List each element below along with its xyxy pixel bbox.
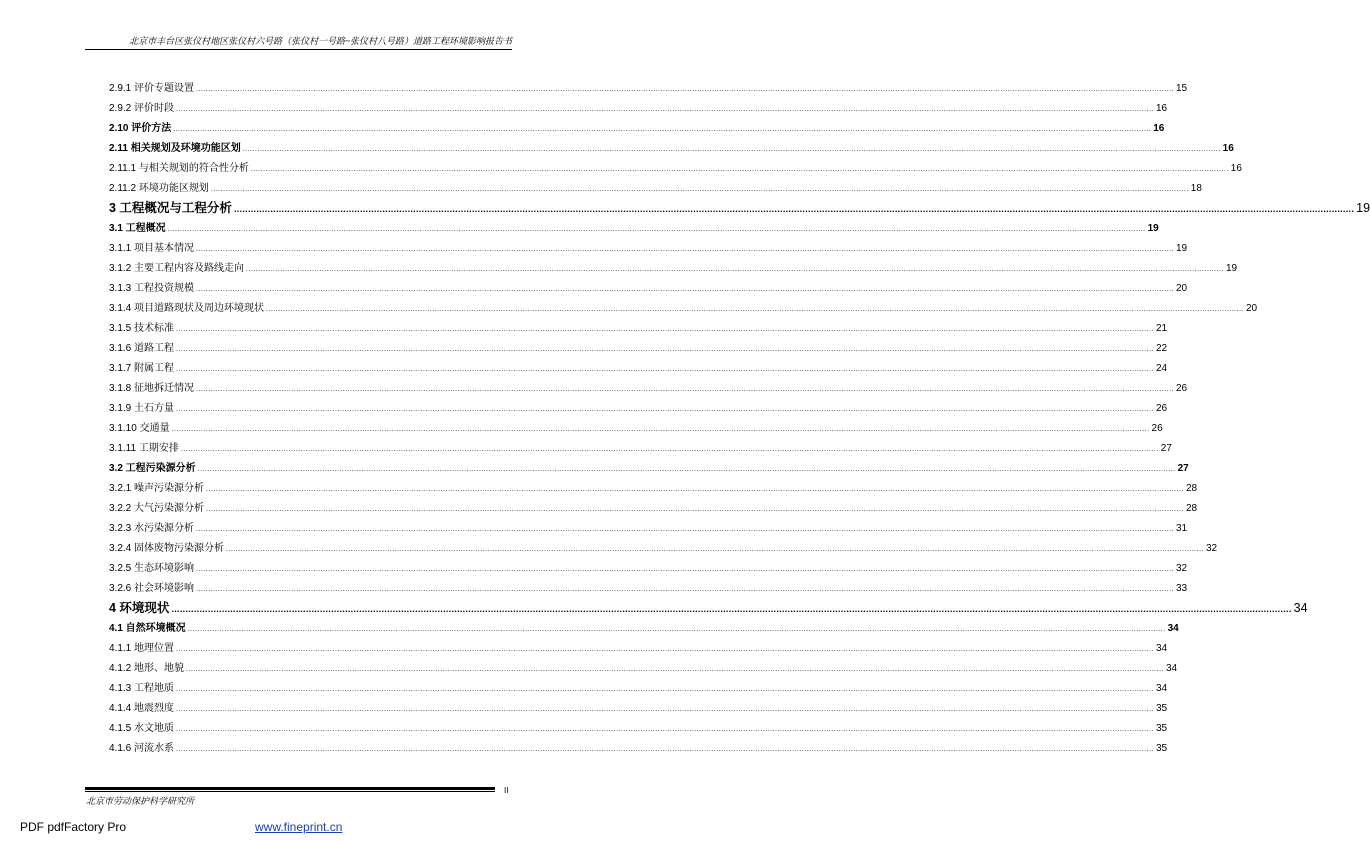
toc-entry-label: 3.1.5 技术标准 bbox=[109, 323, 175, 334]
toc-entry-label: 3.1 工程概况 bbox=[109, 223, 166, 234]
toc-leader-dots: ................................................................................................................................................................................................................................................................................................................................................................................................................ bbox=[176, 726, 1154, 733]
toc-entry[interactable] bbox=[109, 75, 1188, 95]
toc-entry[interactable] bbox=[109, 555, 1188, 575]
toc-entry[interactable] bbox=[109, 95, 1168, 115]
toc-leader-dots: ................................................................................................................................................................................................................................................................................................................................................................................................................ bbox=[196, 526, 1174, 533]
toc-leader-dots: ................................................................................................................................................................................................................................................................................................................................................................................................................ bbox=[180, 446, 1159, 453]
toc-leader-dots: ................................................................................................................................................................................................................................................................................................................................................................................................................ bbox=[176, 366, 1154, 373]
toc-entry[interactable] bbox=[109, 275, 1188, 295]
toc-entry-label: 2.11.1 与相关规划的符合性分析 bbox=[109, 163, 249, 174]
toc-entry-label: 4.1.4 地震烈度 bbox=[109, 703, 175, 714]
toc-entry-label: 3.1.10 交通量 bbox=[109, 423, 170, 434]
footer-organization: 北京市劳动保护科学研究所 bbox=[86, 796, 195, 806]
toc-entry-label: 3.2.3 水污染源分析 bbox=[109, 523, 195, 534]
toc-leader-dots: ................................................................................................................................................................................................................................................................................................................................................................................................................ bbox=[186, 666, 1164, 673]
toc-entry-page: 26 bbox=[1155, 403, 1168, 414]
toc-leader-dots: ................................................................................................................................................................................................................................................................................................................................................................................................................ bbox=[167, 226, 1146, 233]
toc-entry[interactable] bbox=[109, 435, 1172, 455]
fineprint-link[interactable]: www.fineprint.cn bbox=[255, 820, 343, 834]
toc-entry[interactable] bbox=[109, 655, 1178, 675]
toc-chapter-entry[interactable] bbox=[109, 595, 1308, 615]
toc-entry[interactable] bbox=[109, 315, 1168, 335]
toc-entry-page: 19 bbox=[1147, 223, 1159, 234]
toc-entry[interactable] bbox=[109, 635, 1168, 655]
toc-entry[interactable] bbox=[109, 475, 1198, 495]
toc-entry[interactable] bbox=[109, 175, 1202, 195]
toc-entry[interactable] bbox=[109, 215, 1159, 235]
toc-entry-page: 34 bbox=[1167, 623, 1179, 634]
toc-leader-dots: ................................................................................................................................................................................................................................................................................................................................................................................................................ bbox=[173, 126, 1152, 133]
toc-entry-page: 27 bbox=[1177, 463, 1189, 474]
toc-entry-label: 4.1 自然环境概况 bbox=[109, 623, 186, 634]
footer-rule-thin bbox=[85, 791, 495, 792]
toc-entry[interactable] bbox=[109, 155, 1242, 175]
toc-leader-dots: ................................................................................................................................................................................................................................................................................................................................................................................................................ bbox=[246, 266, 1224, 273]
toc-entry-label: 2.9.1 评价专题设置 bbox=[109, 83, 195, 94]
toc-entry-page: 16 bbox=[1222, 143, 1234, 154]
toc-entry-label: 3.1.1 项目基本情况 bbox=[109, 243, 195, 254]
toc-entry-label: 2.11.2 环境功能区规划 bbox=[109, 183, 209, 194]
toc-entry-page: 32 bbox=[1205, 543, 1218, 554]
toc-entry[interactable] bbox=[109, 395, 1168, 415]
toc-leader-dots: ................................................................................................................................................................................................................................................................................................................................................................................................................ bbox=[266, 306, 1244, 313]
toc-entry-label: 4 环境现状 bbox=[109, 601, 170, 615]
toc-leader-dots: ................................................................................................................................................................................................................................................................................................................................................................................................................ bbox=[176, 746, 1154, 753]
toc-entry[interactable] bbox=[109, 115, 1165, 135]
toc-entry-page: 28 bbox=[1185, 503, 1198, 514]
toc-entry[interactable] bbox=[109, 715, 1168, 735]
toc-entry-page: 21 bbox=[1155, 323, 1168, 334]
toc-entry-label: 3.1.8 征地拆迁情况 bbox=[109, 383, 195, 394]
toc-entry-page: 20 bbox=[1245, 303, 1258, 314]
toc-entry-page: 32 bbox=[1175, 563, 1188, 574]
toc-entry[interactable] bbox=[109, 515, 1188, 535]
toc-entry[interactable] bbox=[109, 415, 1163, 435]
toc-entry-label: 4.1.5 水文地质 bbox=[109, 723, 175, 734]
toc-leader-dots: ................................................................................................................................................................................................................................................................................................................................................................................................................ bbox=[233, 204, 1355, 214]
toc-leader-dots: ................................................................................................................................................................................................................................................................................................................................................................................................................ bbox=[176, 686, 1154, 693]
toc-entry-page: 19 bbox=[1225, 263, 1238, 274]
toc-entry[interactable] bbox=[109, 455, 1189, 475]
toc-entry[interactable] bbox=[109, 675, 1168, 695]
footer-rule bbox=[85, 787, 495, 790]
toc-entry[interactable] bbox=[109, 355, 1168, 375]
toc-entry-label: 3.1.4 项目道路现状及周边环境现状 bbox=[109, 303, 265, 314]
toc-entry-label: 3.2 工程污染源分析 bbox=[109, 463, 196, 474]
toc-entry-label: 3.1.3 工程投资规模 bbox=[109, 283, 195, 294]
toc-leader-dots: ................................................................................................................................................................................................................................................................................................................................................................................................................ bbox=[242, 146, 1221, 153]
toc-leader-dots: ................................................................................................................................................................................................................................................................................................................................................................................................................ bbox=[176, 326, 1154, 333]
toc-entry[interactable] bbox=[109, 295, 1258, 315]
toc-entry-page: 16 bbox=[1230, 163, 1242, 174]
toc-entry-label: 3.2.5 生态环境影响 bbox=[109, 563, 195, 574]
toc-entry-page: 34 bbox=[1165, 663, 1178, 674]
toc-entry-page: 35 bbox=[1155, 723, 1168, 734]
toc-entry-page: 35 bbox=[1155, 743, 1168, 754]
toc-entry[interactable] bbox=[109, 495, 1198, 515]
toc-entry-page: 24 bbox=[1155, 363, 1168, 374]
toc-entry-page: 20 bbox=[1175, 283, 1188, 294]
toc-entry-page: 16 bbox=[1155, 103, 1168, 114]
pdf-factory-watermark: PDF pdfFactory Pro bbox=[20, 820, 127, 834]
toc-entry-label: 3.1.2 主要工程内容及路线走向 bbox=[109, 263, 245, 274]
toc-leader-dots: ................................................................................................................................................................................................................................................................................................................................................................................................................ bbox=[210, 186, 1189, 193]
toc-entry[interactable] bbox=[109, 615, 1179, 635]
toc-entry-page: 26 bbox=[1175, 383, 1188, 394]
toc-leader-dots: ................................................................................................................................................................................................................................................................................................................................................................................................................ bbox=[196, 246, 1174, 253]
toc-entry-label: 4.1.6 河流水系 bbox=[109, 743, 175, 754]
toc-leader-dots: ................................................................................................................................................................................................................................................................................................................................................................................................................ bbox=[176, 346, 1154, 353]
toc-entry-label: 2.9.2 评价时段 bbox=[109, 103, 175, 114]
toc-leader-dots: ................................................................................................................................................................................................................................................................................................................................................................................................................ bbox=[171, 604, 1292, 614]
toc-entry[interactable] bbox=[109, 695, 1168, 715]
toc-leader-dots: ................................................................................................................................................................................................................................................................................................................................................................................................................ bbox=[196, 566, 1174, 573]
toc-entry-label: 3.1.9 土石方量 bbox=[109, 403, 175, 414]
toc-entry-label: 3.2.1 噪声污染源分析 bbox=[109, 483, 205, 494]
toc-entry-page: 33 bbox=[1175, 583, 1188, 594]
toc-entry-label: 4.1.3 工程地质 bbox=[109, 683, 175, 694]
toc-leader-dots: ................................................................................................................................................................................................................................................................................................................................................................................................................ bbox=[176, 106, 1154, 113]
toc-entry-page: 16 bbox=[1153, 123, 1165, 134]
page-number: II bbox=[504, 786, 509, 795]
toc-leader-dots: ................................................................................................................................................................................................................................................................................................................................................................................................................ bbox=[176, 406, 1154, 413]
toc-leader-dots: ................................................................................................................................................................................................................................................................................................................................................................................................................ bbox=[196, 586, 1174, 593]
toc-entry-label: 3.1.7 附属工程 bbox=[109, 363, 175, 374]
toc-chapter-entry[interactable] bbox=[109, 195, 1370, 215]
toc-entry-page: 19 bbox=[1356, 201, 1370, 215]
header-rule bbox=[85, 49, 512, 50]
toc-leader-dots: ................................................................................................................................................................................................................................................................................................................................................................................................................ bbox=[197, 466, 1176, 473]
toc-entry[interactable] bbox=[109, 535, 1218, 555]
toc-entry[interactable] bbox=[109, 735, 1168, 755]
toc-entry-page: 22 bbox=[1155, 343, 1168, 354]
toc-leader-dots: ................................................................................................................................................................................................................................................................................................................................................................................................................ bbox=[176, 706, 1154, 713]
toc-leader-dots: ................................................................................................................................................................................................................................................................................................................................................................................................................ bbox=[206, 506, 1184, 513]
toc-leader-dots: ................................................................................................................................................................................................................................................................................................................................................................................................................ bbox=[226, 546, 1204, 553]
toc-entry-label: 3.1.6 道路工程 bbox=[109, 343, 175, 354]
toc-entry[interactable] bbox=[109, 335, 1168, 355]
toc-entry-page: 27 bbox=[1160, 443, 1172, 454]
toc-entry-label: 3.1.11 工期安排 bbox=[109, 443, 179, 454]
toc-entry[interactable] bbox=[109, 575, 1188, 595]
toc-entry-label: 3.2.6 社会环境影响 bbox=[109, 583, 195, 594]
toc-entry[interactable] bbox=[109, 235, 1188, 255]
toc-leader-dots: ................................................................................................................................................................................................................................................................................................................................................................................................................ bbox=[250, 166, 1229, 173]
toc-entry[interactable] bbox=[109, 135, 1234, 155]
table-of-contents bbox=[109, 75, 1370, 755]
toc-entry-label: 2.11 相关规划及环境功能区划 bbox=[109, 143, 241, 154]
toc-entry-page: 18 bbox=[1190, 183, 1202, 194]
toc-entry-page: 34 bbox=[1293, 601, 1308, 615]
toc-entry[interactable] bbox=[109, 375, 1188, 395]
toc-entry-label: 3 工程概况与工程分析 bbox=[109, 201, 232, 215]
toc-entry-page: 35 bbox=[1155, 703, 1168, 714]
toc-leader-dots: ................................................................................................................................................................................................................................................................................................................................................................................................................ bbox=[196, 286, 1174, 293]
toc-leader-dots: ................................................................................................................................................................................................................................................................................................................................................................................................................ bbox=[171, 426, 1150, 433]
toc-leader-dots: ................................................................................................................................................................................................................................................................................................................................................................................................................ bbox=[196, 86, 1174, 93]
toc-entry-page: 34 bbox=[1155, 643, 1168, 654]
toc-leader-dots: ................................................................................................................................................................................................................................................................................................................................................................................................................ bbox=[187, 626, 1166, 633]
toc-entry-label: 3.2.4 固体废物污染源分析 bbox=[109, 543, 225, 554]
running-header: 北京市丰台区张仪村地区张仪村六号路（张仪村一号路~张仪村八号路）道路工程环境影响报告书 bbox=[129, 36, 512, 46]
toc-entry[interactable] bbox=[109, 255, 1238, 275]
toc-leader-dots: ................................................................................................................................................................................................................................................................................................................................................................................................................ bbox=[176, 646, 1154, 653]
toc-leader-dots: ................................................................................................................................................................................................................................................................................................................................................................................................................ bbox=[206, 486, 1184, 493]
toc-entry-label: 2.10 评价方法 bbox=[109, 123, 172, 134]
toc-entry-page: 34 bbox=[1155, 683, 1168, 694]
toc-entry-page: 31 bbox=[1175, 523, 1188, 534]
toc-entry-page: 19 bbox=[1175, 243, 1188, 254]
toc-entry-page: 28 bbox=[1185, 483, 1198, 494]
toc-entry-label: 4.1.1 地理位置 bbox=[109, 643, 175, 654]
toc-entry-label: 4.1.2 地形、地貌 bbox=[109, 663, 185, 674]
toc-leader-dots: ................................................................................................................................................................................................................................................................................................................................................................................................................ bbox=[196, 386, 1174, 393]
toc-entry-page: 15 bbox=[1175, 83, 1188, 94]
toc-entry-page: 26 bbox=[1151, 423, 1163, 434]
toc-entry-label: 3.2.2 大气污染源分析 bbox=[109, 503, 205, 514]
